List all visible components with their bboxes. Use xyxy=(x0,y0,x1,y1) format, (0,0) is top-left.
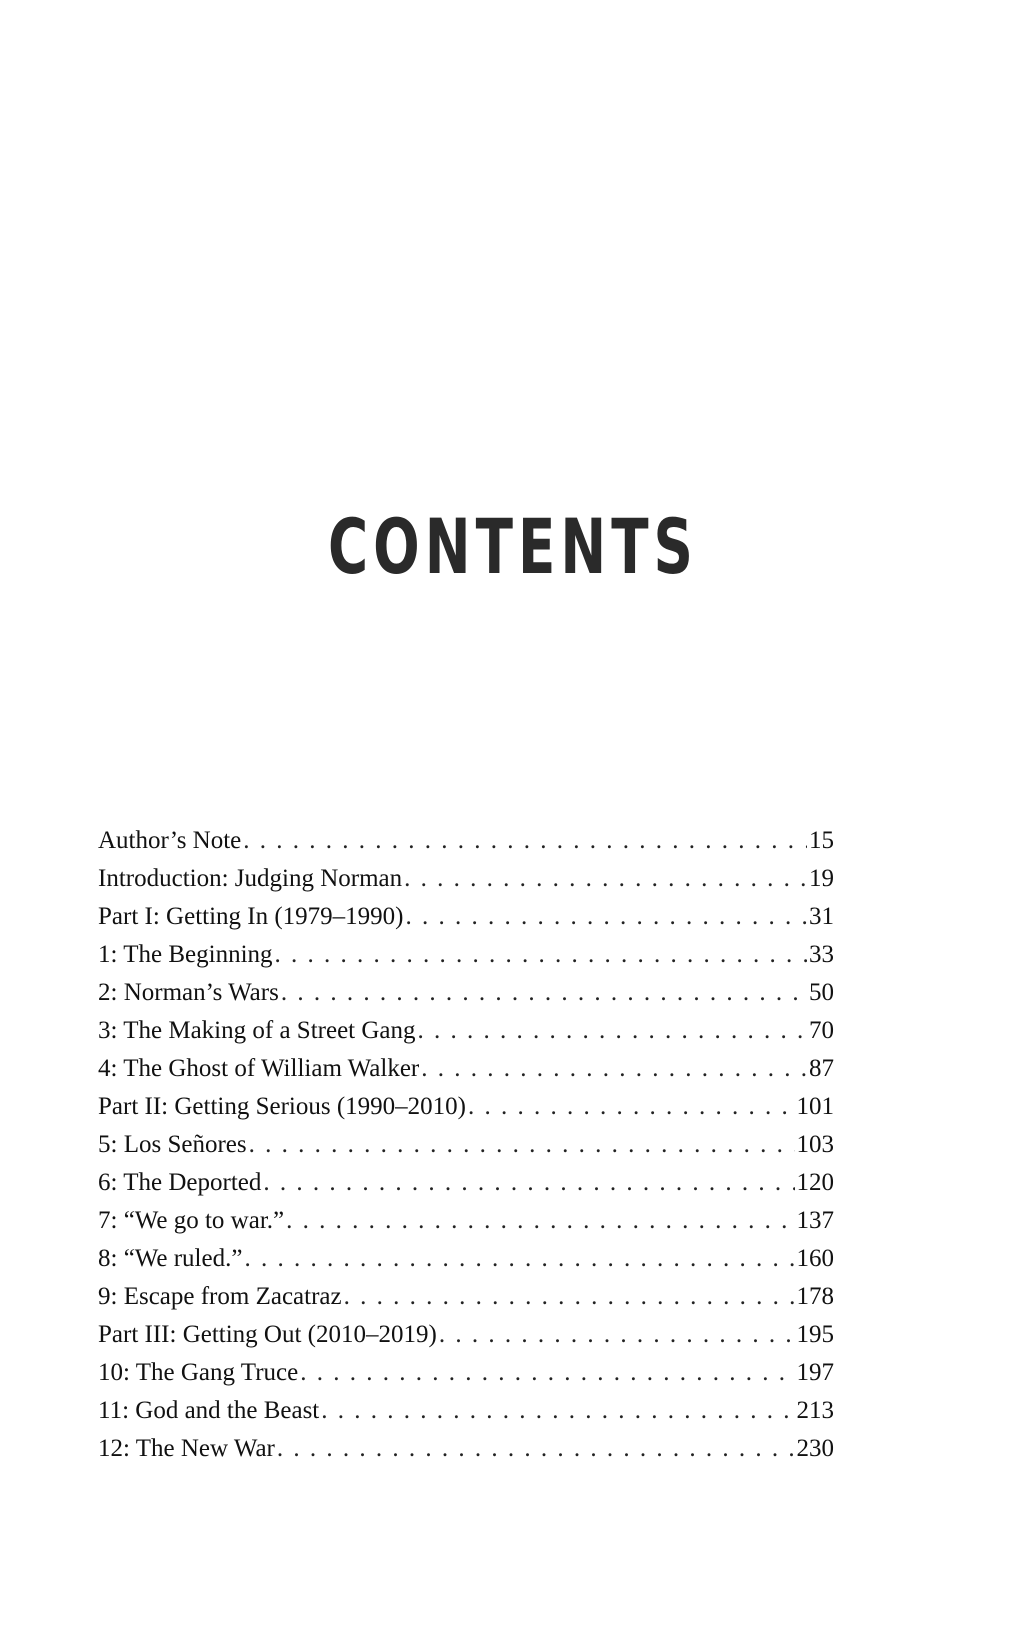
toc-entry-title: Part I: Getting In (1979–1990) xyxy=(98,903,404,930)
dot-leader xyxy=(286,1202,794,1240)
toc-entry[interactable] xyxy=(98,1316,834,1354)
toc-entry-title: 1: The Beginning xyxy=(98,941,273,968)
toc-entry-page: 178 xyxy=(796,1283,834,1310)
toc-entry-title: 5: Los Señores xyxy=(98,1131,247,1158)
toc-entry[interactable] xyxy=(98,1430,834,1468)
dot-leader xyxy=(277,1430,795,1468)
toc-entry-title: 8: “We ruled.” xyxy=(98,1245,243,1272)
toc-entry-page: 120 xyxy=(796,1169,834,1196)
dot-leader xyxy=(243,822,807,860)
toc-entry-title: 11: God and the Beast xyxy=(98,1397,320,1424)
toc-entry-page: 213 xyxy=(796,1397,834,1424)
toc-entry-title: 9: Escape from Zacatraz xyxy=(98,1283,342,1310)
dot-leader xyxy=(244,1240,794,1278)
toc-entry[interactable] xyxy=(98,1126,834,1164)
toc-entry-title: Introduction: Judging Norman xyxy=(98,865,403,892)
toc-entry-title: Part III: Getting Out (2010–2019) xyxy=(98,1321,437,1348)
toc-entry-page: 31 xyxy=(809,903,834,930)
toc-entry[interactable] xyxy=(98,1012,834,1050)
toc-entry-page: 103 xyxy=(796,1131,834,1158)
dot-leader xyxy=(300,1354,794,1392)
toc-entry-title: 2: Norman’s Wars xyxy=(98,979,279,1006)
toc-entry[interactable] xyxy=(98,936,834,974)
toc-entry[interactable] xyxy=(98,1240,834,1278)
toc-entry-page: 33 xyxy=(809,941,834,968)
toc-entry-title: Author’s Note xyxy=(98,827,242,854)
toc-entry[interactable] xyxy=(98,1354,834,1392)
dot-leader xyxy=(263,1164,794,1202)
dot-leader xyxy=(249,1126,795,1164)
dot-leader xyxy=(404,860,807,898)
dot-leader xyxy=(468,1088,794,1126)
dot-leader xyxy=(421,1050,807,1088)
toc-entry-page: 230 xyxy=(796,1435,834,1462)
toc-entry-title: 3: The Making of a Street Gang xyxy=(98,1017,416,1044)
toc-entry[interactable] xyxy=(98,898,834,936)
toc-entry-title: 6: The Deported xyxy=(98,1169,262,1196)
toc-entry-page: 137 xyxy=(796,1207,834,1234)
page-title: CONTENTS xyxy=(327,501,699,591)
toc-entry-page: 15 xyxy=(809,827,834,854)
dot-leader xyxy=(321,1392,794,1430)
toc-entry-page: 101 xyxy=(796,1093,834,1120)
toc-entry[interactable] xyxy=(98,860,834,898)
toc-entry[interactable] xyxy=(98,1278,834,1316)
toc-entry-page: 70 xyxy=(809,1017,834,1044)
toc-entry[interactable] xyxy=(98,1050,834,1088)
dot-leader xyxy=(418,1012,807,1050)
toc-entry[interactable] xyxy=(98,822,834,860)
toc-entry-page: 50 xyxy=(809,979,834,1006)
dot-leader xyxy=(406,898,807,936)
toc-entry-page: 160 xyxy=(796,1245,834,1272)
toc-entry[interactable] xyxy=(98,1202,834,1240)
toc-entry-page: 87 xyxy=(809,1055,834,1082)
dot-leader xyxy=(344,1278,795,1316)
toc-entry-title: 12: The New War xyxy=(98,1435,275,1462)
toc-entry[interactable] xyxy=(98,1088,834,1126)
toc-entry-title: 7: “We go to war.” xyxy=(98,1207,285,1234)
toc-entry[interactable] xyxy=(98,974,834,1012)
toc-entry[interactable] xyxy=(98,1164,834,1202)
table-of-contents xyxy=(98,822,834,1468)
toc-entry-page: 19 xyxy=(809,865,834,892)
toc-entry-title: 10: The Gang Truce xyxy=(98,1359,299,1386)
toc-entry-title: Part II: Getting Serious (1990–2010) xyxy=(98,1093,467,1120)
toc-entry[interactable] xyxy=(98,1392,834,1430)
toc-entry-page: 197 xyxy=(796,1359,834,1386)
toc-entry-title: 4: The Ghost of William Walker xyxy=(98,1055,420,1082)
dot-leader xyxy=(281,974,807,1012)
dot-leader xyxy=(275,936,807,974)
dot-leader xyxy=(439,1316,795,1354)
toc-entry-page: 195 xyxy=(796,1321,834,1348)
